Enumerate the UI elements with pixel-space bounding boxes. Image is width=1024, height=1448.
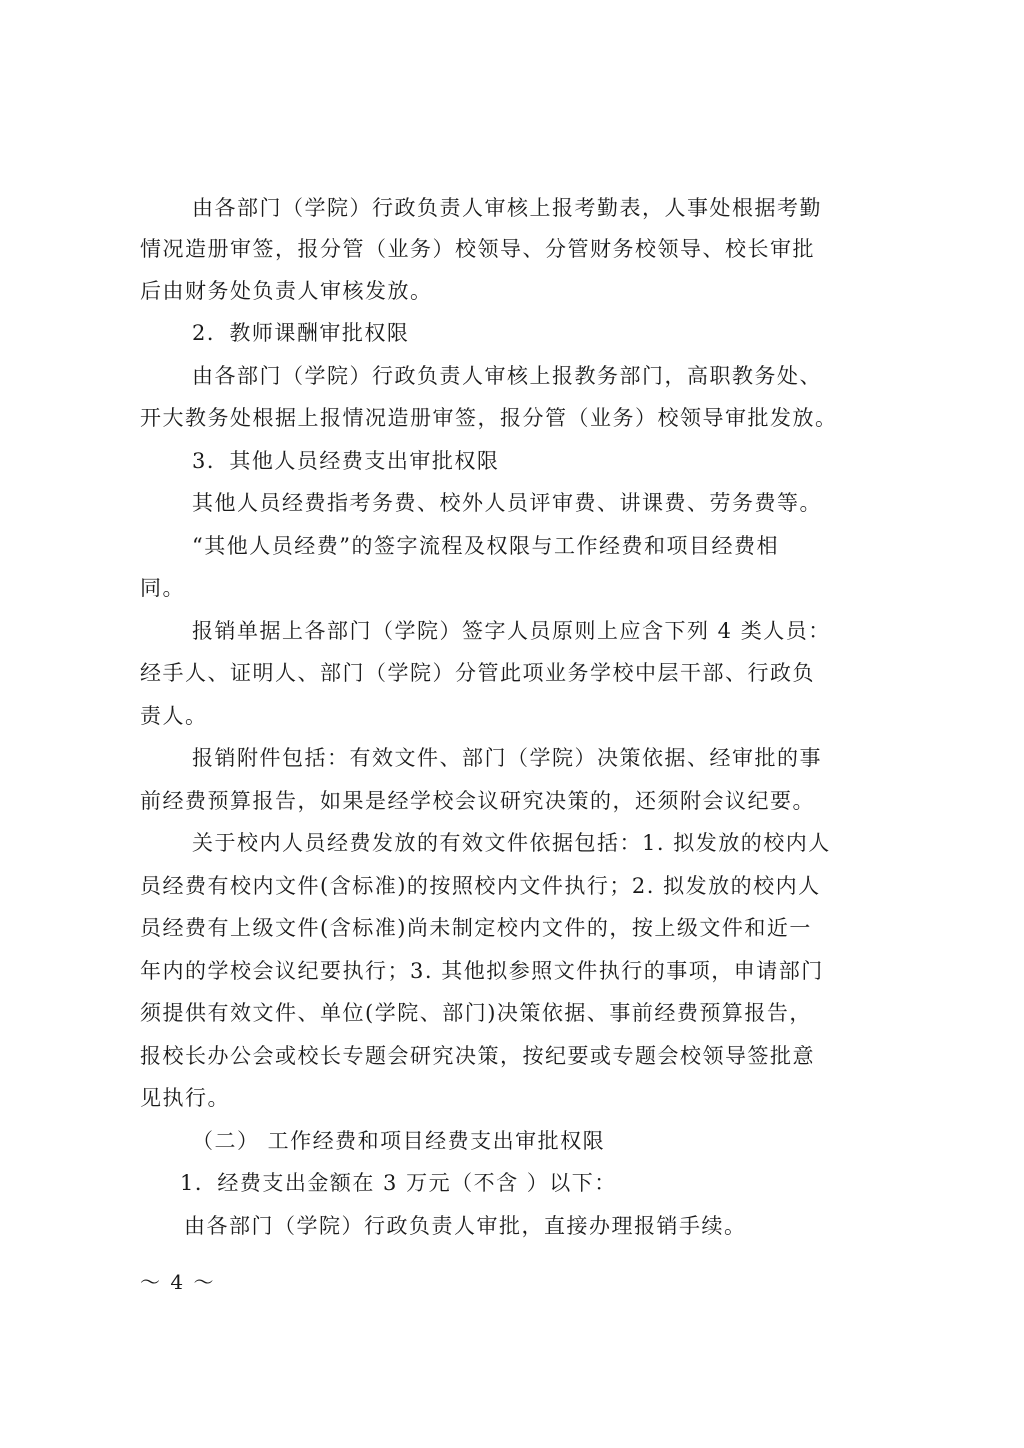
paragraph-line: 由各部门（学院）行政负责人审批，直接办理报销手续。 [184, 1214, 747, 1238]
paragraph-line: 年内的学校会议纪要执行；3. 其他拟参照文件执行的事项，申请部门 [140, 959, 824, 983]
paragraph-line: 员经费有校内文件(含标准)的按照校内文件执行；2. 拟发放的校内人 [140, 874, 821, 898]
paragraph-line: 经手人、证明人、部门（学院）分管此项业务学校中层干部、行政负 [140, 661, 815, 685]
page-number: ～ 4 ～ [140, 1270, 216, 1294]
paragraph-line: 由各部门（学院）行政负责人审核上报教务部门，高职教务处、 [192, 364, 822, 388]
paragraph-line: 见执行。 [140, 1086, 230, 1110]
subsection-heading: 1．经费支出金额在 3 万元（不含 ）以下： [180, 1171, 617, 1195]
paragraph-line: 同。 [140, 576, 185, 600]
paragraph-line: 责人。 [140, 704, 208, 728]
section-heading: 2．教师课酬审批权限 [192, 321, 410, 345]
paragraph-line: “其他人员经费”的签字流程及权限与工作经费和项目经费相 [192, 534, 779, 558]
paragraph-line: 开大教务处根据上报情况造册审签，报分管（业务）校领导审批发放。 [140, 406, 838, 430]
paragraph-line: 其他人员经费指考务费、校外人员评审费、讲课费、劳务费等。 [192, 491, 822, 515]
section-heading: （二） 工作经费和项目经费支出审批权限 [192, 1129, 606, 1153]
section-heading: 3．其他人员经费支出审批权限 [192, 449, 500, 473]
paragraph-line: 须提供有效文件、单位(学院、部门)决策依据、事前经费预算报告， [140, 1001, 812, 1025]
paragraph-line: 报销单据上各部门（学院）签字人员原则上应含下列 4 类人员： [192, 619, 831, 643]
paragraph-line: 关于校内人员经费发放的有效文件依据包括：1. 拟发放的校内人 [192, 831, 831, 855]
paragraph-line: 报销附件包括：有效文件、部门（学院）决策依据、经审批的事 [192, 746, 822, 770]
paragraph-line: 情况造册审签，报分管（业务）校领导、分管财务校领导、校长审批 [140, 237, 815, 261]
paragraph-line: 前经费预算报告，如果是经学校会议研究决策的，还须附会议纪要。 [140, 789, 815, 813]
paragraph-line: 由各部门（学院）行政负责人审核上报考勤表，人事处根据考勤 [192, 196, 822, 220]
paragraph-line: 后由财务处负责人审核发放。 [140, 279, 433, 303]
paragraph-line: 报校长办公会或校长专题会研究决策，按纪要或专题会校领导签批意 [140, 1044, 815, 1068]
paragraph-line: 员经费有上级文件(含标准)尚未制定校内文件的，按上级文件和近一 [140, 916, 812, 940]
